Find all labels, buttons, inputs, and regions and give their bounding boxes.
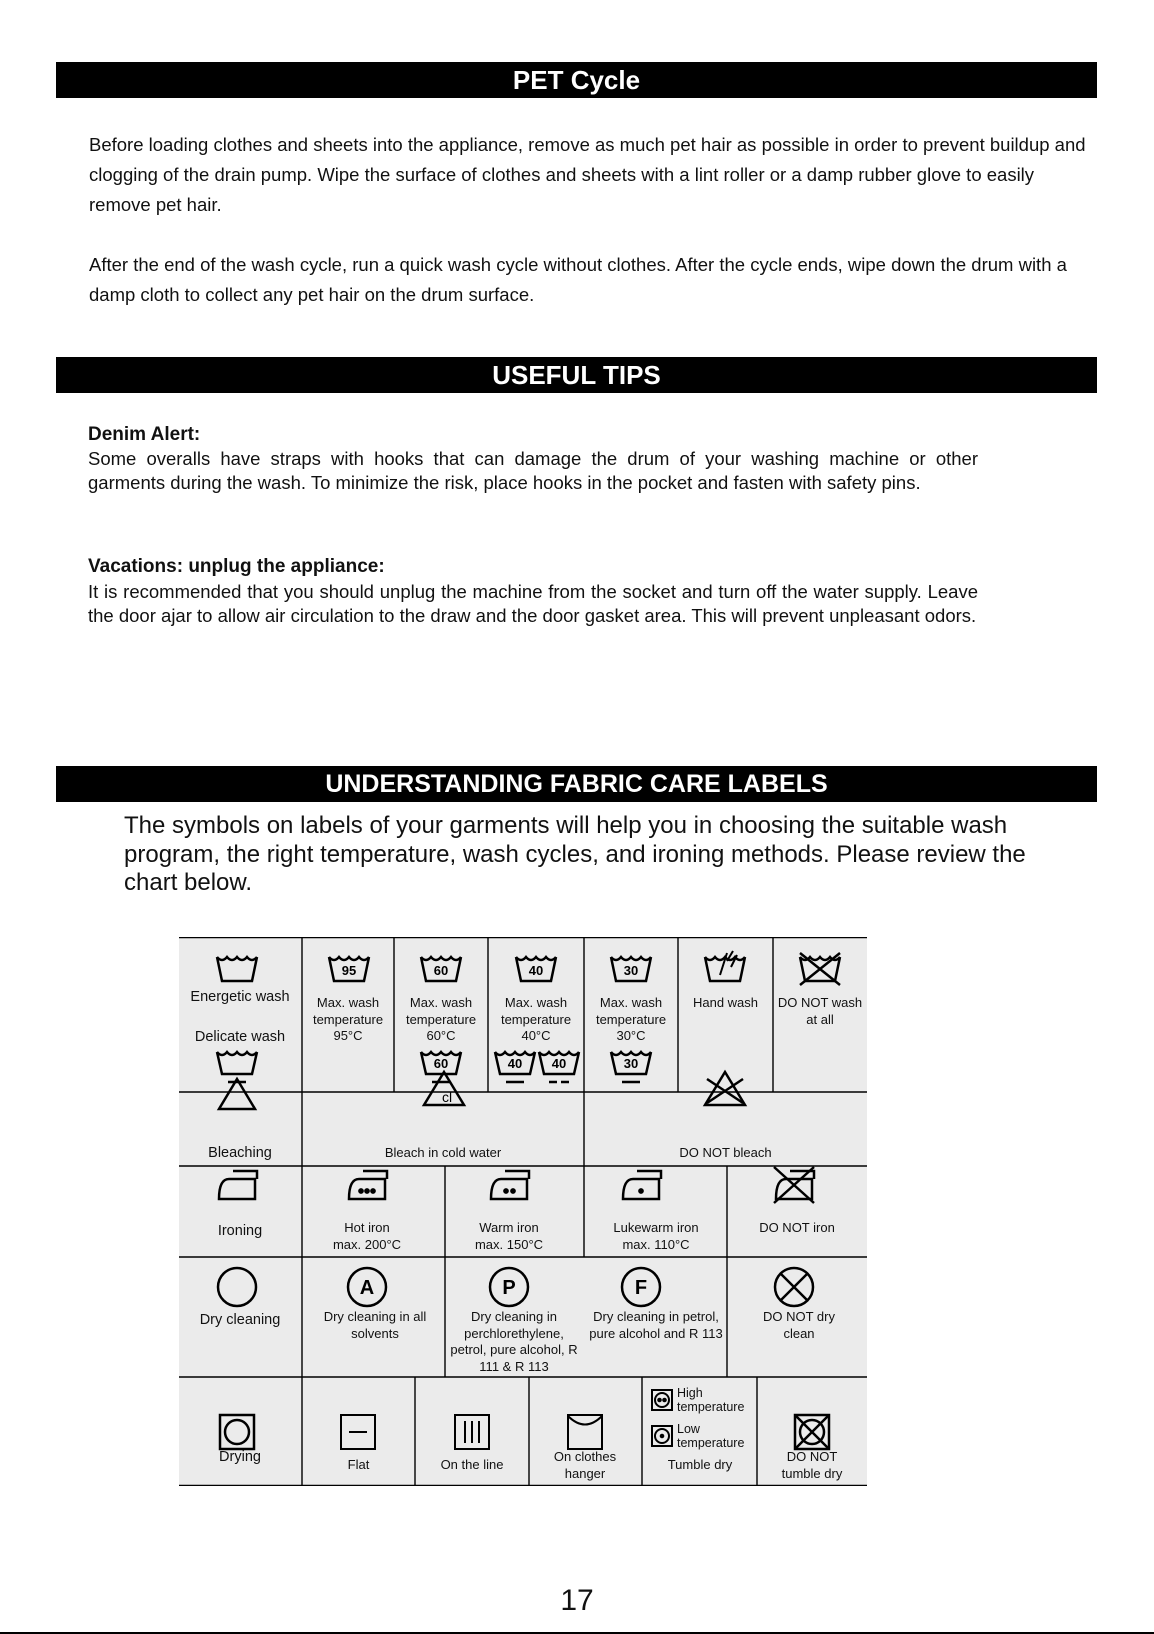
bleach-cold-label: Bleach in cold water	[384, 1145, 502, 1160]
useful-tips-header: USEFUL TIPS	[56, 357, 1097, 393]
do-not-wash-label: DO NOT wash at all	[777, 995, 863, 1027]
pet-cycle-paragraph-2: After the end of the wash cycle, run a quick wash cycle without clothes. After the cycle ends, wipe down the drum with a damp cloth to collect any pet hair on the drum surface.	[89, 254, 1067, 305]
dry-flat-label: Flat	[347, 1457, 370, 1472]
temp-60-text: 60	[433, 963, 449, 978]
do-not-tumble-dry-icon	[795, 1415, 829, 1449]
dry-clean-p-letter: P	[502, 1277, 516, 1299]
vacations-heading: Vacations: unplug the appliance:	[88, 556, 385, 577]
denim-alert-text: Some overalls have straps with hooks that can damage the drum of your washing machine or other garments during the wash. To minimize the risk, place hooks in the pocket and fasten with safety pins.	[88, 448, 978, 493]
dry-clean-icon	[218, 1268, 256, 1306]
do-not-bleach-label: DO NOT bleach	[679, 1145, 772, 1160]
hanger-dry-icon	[568, 1415, 602, 1449]
drying-label: Drying	[219, 1449, 261, 1465]
dry-clean-a-letter: A	[359, 1277, 375, 1299]
temp-40-delicate-text: 40	[507, 1056, 523, 1071]
fabric-care-chart	[179, 937, 867, 1486]
hanger-dry-label: On clothes hanger	[553, 1449, 617, 1481]
do-not-tumble-dry-label: DO NOT tumble dry	[781, 1449, 843, 1481]
chlorine-text: cl	[441, 1089, 453, 1105]
fabric-care-header: UNDERSTANDING FABRIC CARE LABELS	[56, 766, 1097, 802]
max-40-label: Max. wash temperature 40°C	[500, 995, 572, 1043]
tumble-dry-high-icon	[652, 1390, 672, 1410]
tumble-dry-label: Tumble dry	[667, 1457, 733, 1472]
line-dry-label: On the line	[440, 1457, 504, 1472]
bleach-triangle-icon	[219, 1079, 255, 1109]
ironing-label: Ironing	[217, 1223, 263, 1239]
page-number: 17	[560, 1584, 594, 1617]
hot-iron-icon	[349, 1171, 387, 1199]
dry-clean-all-label: Dry cleaning in all solvents	[323, 1309, 427, 1341]
hand-wash-label: Hand wash	[692, 995, 759, 1010]
warm-iron-label: Warm iron max. 150°C	[474, 1220, 544, 1252]
hand-wash-icon	[705, 951, 745, 981]
pet-cycle-paragraph-1: Before loading clothes and sheets into the appliance, remove as much pet hair as possible in order to prevent buildup and clogging of the drain pump. Wipe the surface of clothes and sheets with a lint roller or a damp rubber glove to easily remove pet hair.	[89, 134, 1086, 215]
temp-60-delicate-text: 60	[433, 1056, 449, 1071]
max-60-label: Max. wash temperature 60°C	[405, 995, 477, 1043]
low-temperature-label: Low temperature	[677, 1422, 745, 1450]
temp-95-text: 95	[341, 963, 357, 978]
temp-30-delicate-text: 30	[623, 1056, 639, 1071]
do-not-bleach-icon	[705, 1072, 745, 1105]
temp-40-very-delicate-text: 40	[551, 1056, 567, 1071]
energetic-wash-label: Energetic wash	[190, 989, 290, 1005]
do-not-dry-clean-label: DO NOT dry clean	[763, 1309, 835, 1341]
pet-cycle-header: PET Cycle	[56, 62, 1097, 98]
do-not-dry-clean-icon	[775, 1268, 813, 1306]
do-not-wash-icon	[800, 953, 840, 985]
lukewarm-iron-label: Lukewarm iron max. 110°C	[613, 1220, 699, 1252]
wash-tub-icon	[217, 957, 257, 981]
dry-clean-f-label: Dry cleaning in petrol, pure alcohol and R 113	[589, 1309, 723, 1341]
tumble-dry-icon	[220, 1415, 254, 1449]
dry-cleaning-label: Dry cleaning	[199, 1312, 281, 1328]
delicate-wash-label: Delicate wash	[194, 1029, 286, 1045]
iron-icon	[219, 1171, 257, 1199]
max-95-label: Max. wash temperature 95°C	[312, 995, 384, 1043]
hot-iron-label: Hot iron max. 200°C	[332, 1220, 402, 1252]
warm-iron-icon	[491, 1171, 529, 1199]
dry-clean-p-label: Dry cleaning in perchlorethylene, petrol, pure alcohol, R 111 & R 113	[450, 1309, 578, 1374]
max-30-label: Max. wash temperature 30°C	[595, 995, 667, 1043]
line-dry-icon	[455, 1415, 489, 1449]
vacations-text: It is recommended that you should unplug the machine from the socket and turn off the water supply. Leave the door ajar to allow air circulation to the draw and the door gasket area. This will prevent unpleasant odors.	[88, 581, 978, 626]
denim-alert-heading: Denim Alert:	[88, 424, 201, 445]
dry-clean-f-letter: F	[634, 1277, 648, 1299]
temp-30-text: 30	[623, 963, 639, 978]
dry-flat-icon	[341, 1415, 375, 1449]
lukewarm-iron-icon	[623, 1171, 661, 1199]
high-temperature-label: High temperature	[677, 1386, 745, 1414]
tumble-dry-low-icon	[652, 1426, 672, 1446]
fabric-care-intro: The symbols on labels of your garments will help you in choosing the suitable wash program, the right temperature, wash cycles, and ironing methods. Please review the chart below.	[124, 812, 1026, 896]
do-not-iron-icon	[774, 1167, 814, 1203]
temp-40-text: 40	[528, 963, 544, 978]
do-not-iron-label: DO NOT iron	[759, 1220, 835, 1235]
bleaching-label: Bleaching	[208, 1145, 272, 1161]
